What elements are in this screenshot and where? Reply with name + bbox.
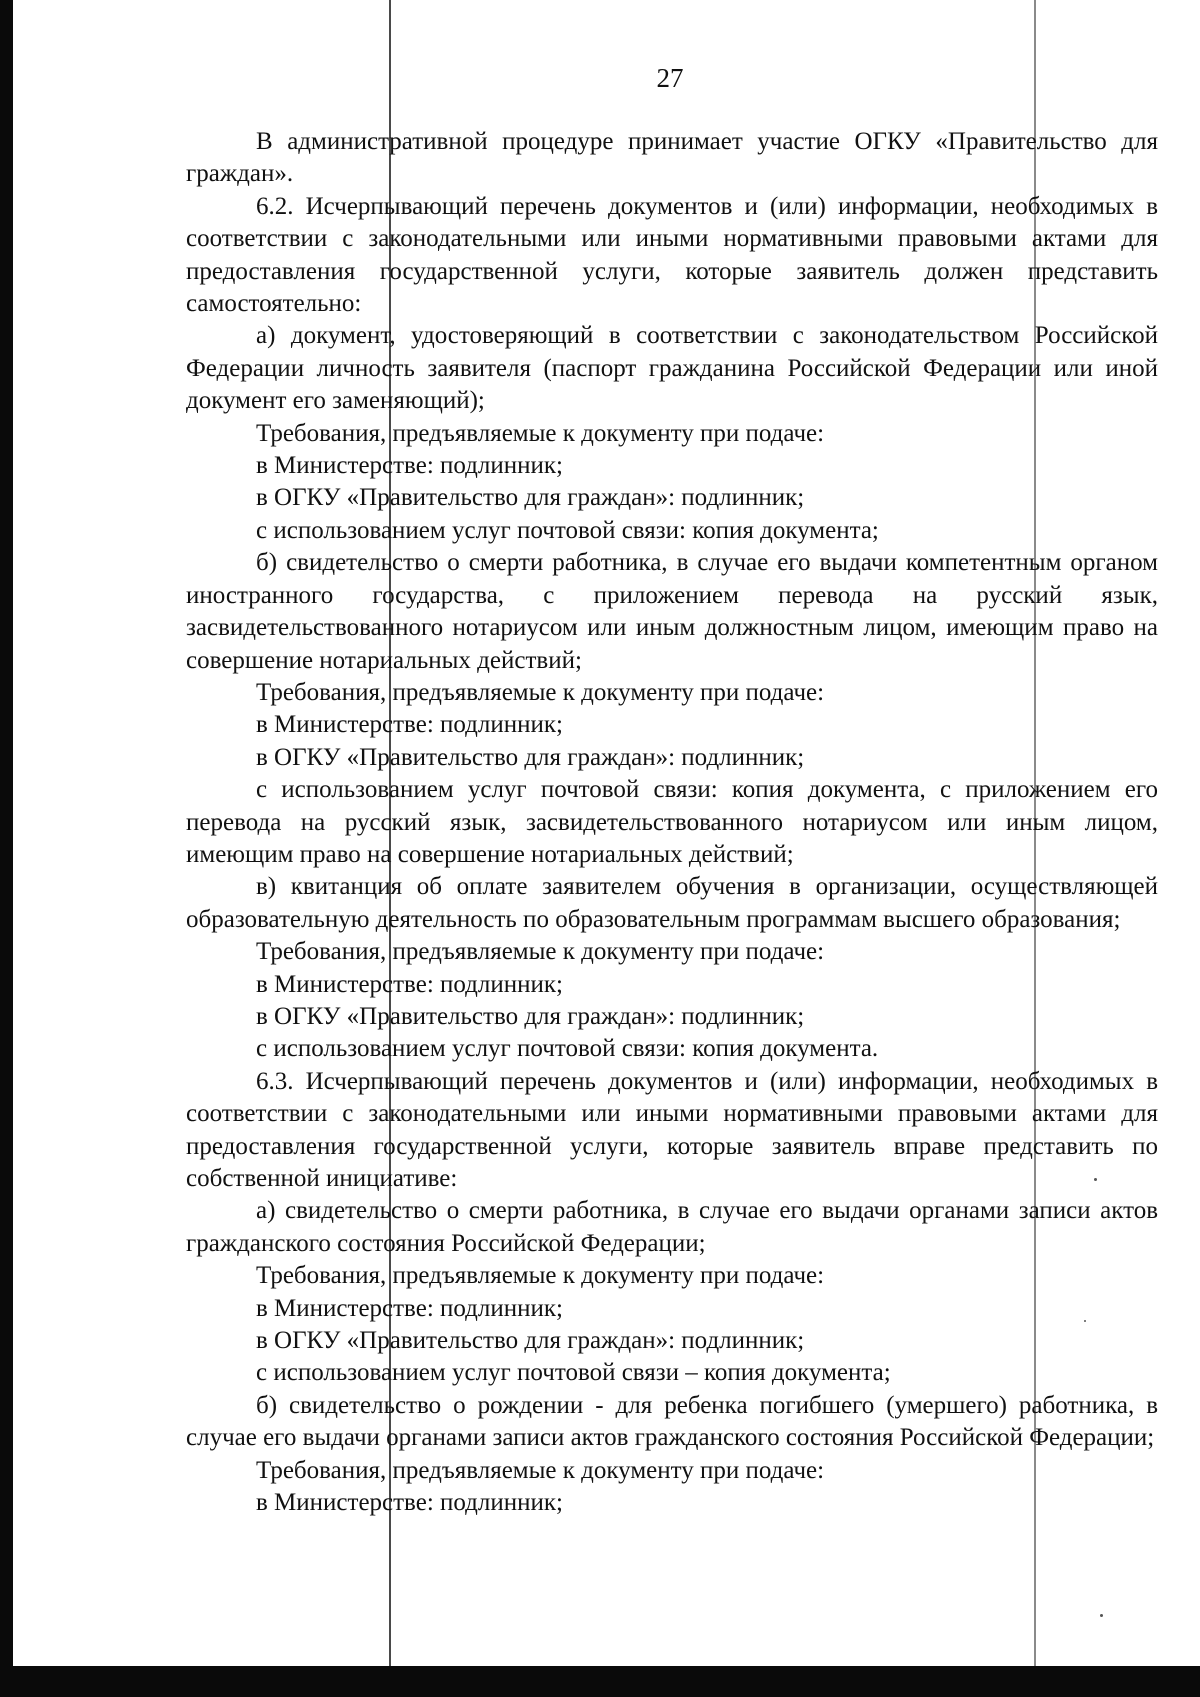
paragraph: 6.2. Исчерпывающий перечень документов и (или) информации, необходимых в соответствии с законодательными или иными нормативными правовыми актами для предоставления государственной услуги, которые заявитель должен представить самостоятельно: (186, 192, 1158, 318)
paragraph: 6.3. Исчерпывающий перечень документов и (или) информации, необходимых в соответствии с законодательными или иными нормативными правовыми актами для предоставления государственной услуги, которые заявитель вправе представить по собственной инициативе: (186, 1067, 1158, 1192)
requirement-line: в Министерстве: подлинник; (256, 452, 563, 480)
scan-border-left (0, 0, 13, 1697)
scan-speck (1100, 1614, 1103, 1617)
requirement-line: Требования, предъявляемые к документу при подаче: (256, 419, 825, 447)
requirement-line: в Министерстве: подлинник; (256, 1489, 563, 1517)
requirement-line: в ОГКУ «Правительство для граждан»: подлинник; (256, 743, 805, 771)
paragraph: с использованием услуг почтовой связи: копия документа, с приложением его перевода на русский язык, засвидетельствованного нотариусом или иным лицом, имеющим право на совершение нотариальных действий; (186, 776, 1158, 868)
requirement-line: Требования, предъявляемые к документу при подаче: (256, 1456, 825, 1484)
document-body (186, 126, 1158, 1519)
requirement-line: Требования, предъявляемые к документу при подаче: (256, 678, 825, 706)
paragraph: а) документ, удостоверяющий в соответствии с законодательством Российской Федерации личность заявителя (паспорт гражданина Российской Федерации или иной документ его заменяющий); (186, 322, 1158, 415)
requirement-line: в Министерстве: подлинник; (256, 1294, 563, 1322)
requirement-line: в ОГКУ «Правительство для граждан»: подлинник; (256, 1002, 805, 1030)
requirement-line: Требования, предъявляемые к документу при подаче: (256, 1262, 825, 1290)
requirement-line: с использованием услуг почтовой связи: копия документа; (256, 516, 879, 544)
paragraph: В административной процедуре принимает участие ОГКУ «Правительство для граждан». (186, 128, 1158, 188)
paragraph: б) свидетельство о рождении - для ребенка погибшего (умершего) работника, в случае его выдачи органами записи актов гражданского состояния Российской Федерации; (186, 1391, 1158, 1452)
requirement-line: в Министерстве: подлинник; (256, 711, 563, 739)
paragraph: в) квитанция об оплате заявителем обучения в организации, осуществляющей образовательную деятельность по образовательным программам высшего образования; (186, 873, 1158, 933)
paragraph: а) свидетельство о смерти работника, в случае его выдачи органами записи актов гражданского состояния Российской Федерации; (186, 1197, 1158, 1257)
paragraph: б) свидетельство о смерти работника, в случае его выдачи компетентным органом иностранного государства, с приложением перевода на русский язык, засвидетельствованного нотариусом или иным должностным лицом, имеющим право на совершение нотариальных действий; (186, 549, 1158, 674)
requirement-line: с использованием услуг почтовой связи: копия документа. (256, 1035, 879, 1063)
requirement-line: Требования, предъявляемые к документу при подаче: (256, 938, 825, 966)
requirement-line: в ОГКУ «Правительство для граждан»: подлинник; (256, 484, 805, 512)
scan-border-bottom (0, 1666, 1200, 1697)
page-number: 27 (656, 63, 684, 93)
requirement-line: в Министерстве: подлинник; (256, 970, 563, 998)
requirement-line: с использованием услуг почтовой связи – копия документа; (256, 1359, 891, 1387)
requirement-line: в ОГКУ «Правительство для граждан»: подлинник; (256, 1327, 805, 1355)
